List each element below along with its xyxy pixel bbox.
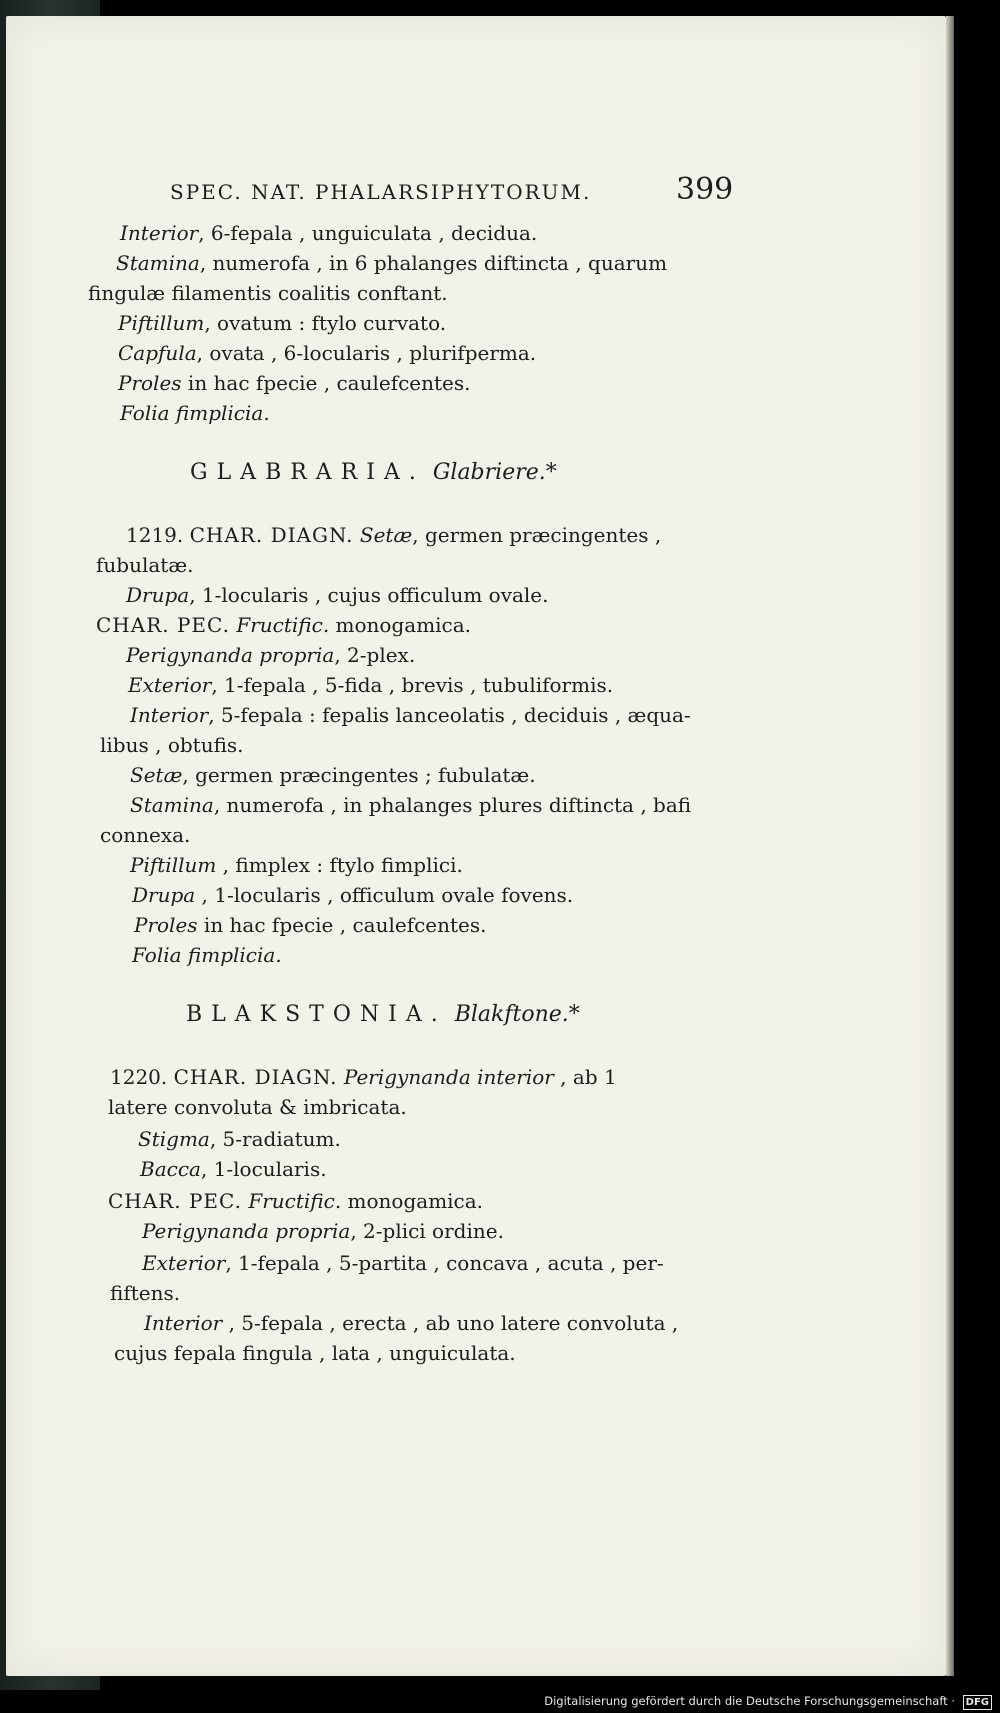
genus-heading: GLABRARIA. Glabriere.* bbox=[190, 460, 557, 485]
text-line: fubulatæ. bbox=[96, 553, 194, 577]
text-line: connexa. bbox=[100, 823, 191, 847]
text-line: Setæ, germen præcingentes ; fubulatæ. bbox=[130, 763, 536, 787]
text-line: Interior, 6-fepala , unguiculata , decidua. bbox=[120, 221, 538, 245]
text-line: latere convoluta & imbricata. bbox=[108, 1095, 407, 1119]
page-edge bbox=[946, 16, 954, 1676]
text-line: Piftillum , fimplex : ftylo fimplici. bbox=[130, 853, 463, 877]
dfg-logo: DFG bbox=[963, 1695, 992, 1710]
text-line: cujus fepala fingula , lata , unguiculata. bbox=[114, 1341, 516, 1365]
page-number: 399 bbox=[676, 172, 734, 207]
text-line: Interior, 5-fepala : fepalis lanceolatis , deciduis , æqua- bbox=[130, 703, 691, 727]
text-line: Proles in hac fpecie , caulefcentes. bbox=[134, 913, 487, 937]
text-line: Bacca, 1-locularis. bbox=[140, 1157, 327, 1181]
text-line: Perigynanda propria, 2-plici ordine. bbox=[142, 1219, 504, 1243]
text-line: Perigynanda propria, 2-plex. bbox=[126, 643, 416, 667]
diagnosis-line: 1220. CHAR. DIAGN. Perigynanda interior , ab 1 bbox=[110, 1065, 617, 1089]
text-line: Proles in hac fpecie , caulefcentes. bbox=[118, 371, 471, 395]
text-line: Exterior, 1-fepala , 5-partita , concava , acuta , per- bbox=[142, 1251, 664, 1275]
text-line: CHAR. PEC. Fructific. monogamica. bbox=[108, 1189, 484, 1213]
genus-heading: BLAKSTONIA. Blakftone.* bbox=[186, 1002, 580, 1027]
text-line: Capfula, ovata , 6-locularis , plurifperma. bbox=[118, 341, 537, 365]
text-line: Drupa, 1-locularis , cujus officulum ovale. bbox=[126, 583, 549, 607]
text-line: CHAR. PEC. Fructific. monogamica. bbox=[96, 613, 472, 637]
text-line: Stamina, numerofa , in 6 phalanges diftincta , quarum bbox=[116, 251, 668, 275]
diagnosis-line: 1219. CHAR. DIAGN. Setæ, germen præcingentes , bbox=[126, 523, 662, 547]
text-line: Stigma, 5-radiatum. bbox=[138, 1127, 341, 1151]
text-line: Stamina, numerofa , in phalanges plures diftincta , bafi bbox=[130, 793, 692, 817]
running-head: SPEC. NAT. PHALARSIPHYTORUM. bbox=[170, 180, 592, 204]
text-line: libus , obtufis. bbox=[100, 733, 244, 757]
footer-credit: Digitalisierung gefördert durch die Deutsche Forschungsgemeinschaft · DFG bbox=[544, 1691, 992, 1711]
text-line: Piftillum, ovatum : ftylo curvato. bbox=[118, 311, 447, 335]
text-line: Drupa , 1-locularis , officulum ovale fovens. bbox=[132, 883, 574, 907]
text-line: Interior , 5-fepala , erecta , ab uno latere convoluta , bbox=[144, 1311, 679, 1335]
text-line: fiftens. bbox=[110, 1281, 181, 1305]
text-line: Folia fimplicia. bbox=[120, 401, 270, 425]
text-line: Exterior, 1-fepala , 5-fida , brevis , tubuliformis. bbox=[128, 673, 614, 697]
text-line: Folia fimplicia. bbox=[132, 943, 282, 967]
text-line: fingulæ filamentis coalitis conftant. bbox=[88, 281, 448, 305]
